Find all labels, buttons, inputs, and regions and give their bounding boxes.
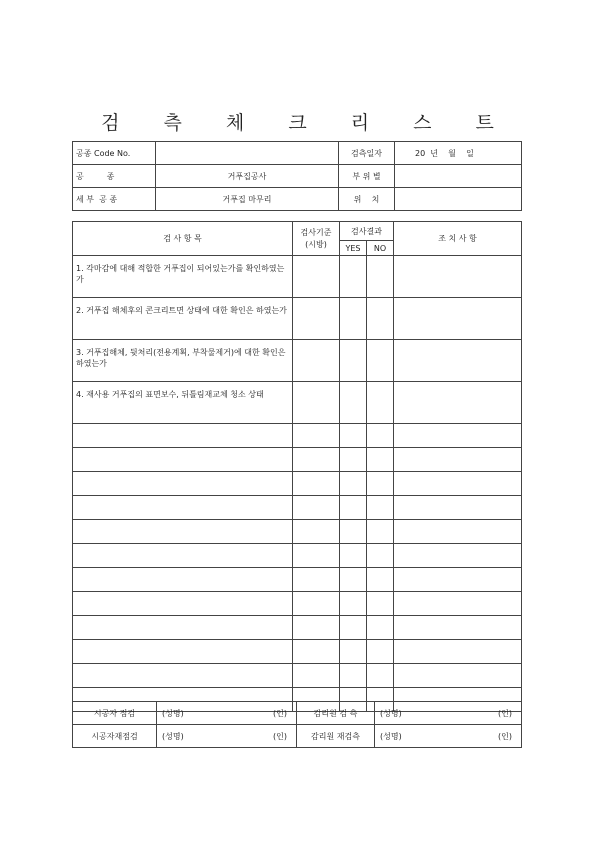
yes-cell[interactable] [340,520,367,544]
no-cell[interactable] [367,520,394,544]
yes-cell[interactable] [340,340,367,382]
yes-cell[interactable] [340,472,367,496]
action-cell[interactable] [394,592,522,616]
checklist-item-text: 1. 각마감에 대해 적합한 거푸집이 되어있는가를 확인하였는가 [73,256,293,298]
no-cell[interactable] [367,298,394,340]
action-cell[interactable] [394,340,522,382]
action-cell[interactable] [394,616,522,640]
criteria-cell[interactable] [293,382,340,424]
yes-cell[interactable] [340,424,367,448]
sebu-label: 세 부 공 종 [73,188,156,211]
empty-row [73,496,522,520]
contractor-check-sign-field[interactable] [157,702,297,725]
empty-row [73,520,522,544]
action-cell[interactable] [394,382,522,424]
action-cell[interactable] [394,448,522,472]
item-cell[interactable] [73,616,293,640]
no-cell[interactable] [367,592,394,616]
wichi-value-field[interactable] [395,188,522,211]
yes-cell[interactable] [340,256,367,298]
action-cell[interactable] [394,298,522,340]
empty-row [73,472,522,496]
empty-row [73,448,522,472]
no-cell[interactable] [367,640,394,664]
criteria-cell[interactable] [293,664,340,688]
supervisor-inspection-sign-field[interactable] [375,702,522,725]
bu-label: 부 위 별 [339,165,395,188]
no-cell[interactable] [367,424,394,448]
item-cell[interactable] [73,472,293,496]
header-result: 검사결과 [340,222,394,241]
info-row-sebu [73,188,522,211]
info-row-gongjong [73,165,522,188]
yes-cell[interactable] [340,448,367,472]
supervisor-inspection-label: 감리원 검 측 [297,702,375,725]
checklist-table [72,221,522,712]
date-value-field[interactable]: 20 년 월 일 [395,142,522,165]
header-yes: YES [340,241,367,256]
name-placeholder: (성명) [162,708,184,718]
item-cell[interactable] [73,592,293,616]
name-placeholder: (성명) [380,708,402,718]
criteria-cell[interactable] [293,448,340,472]
criteria-cell[interactable] [293,640,340,664]
criteria-cell[interactable] [293,616,340,640]
no-cell[interactable] [367,616,394,640]
gongjong-value-field[interactable]: 거푸집공사 [156,165,339,188]
code-value-field[interactable] [156,142,339,165]
empty-row [73,640,522,664]
header-criteria-line1: 검사기준 [300,227,332,237]
action-cell[interactable] [394,568,522,592]
yes-cell[interactable] [340,496,367,520]
gongjong-label: 공 종 [73,165,156,188]
no-cell[interactable] [367,382,394,424]
action-cell[interactable] [394,256,522,298]
action-cell[interactable] [394,544,522,568]
header-no: NO [367,241,394,256]
criteria-cell[interactable] [293,340,340,382]
wichi-label: 위 치 [339,188,395,211]
page-title: 검 측 체 크 리 스 트 [101,112,513,134]
no-cell[interactable] [367,472,394,496]
action-cell[interactable] [394,664,522,688]
bu-value-field[interactable] [395,165,522,188]
empty-row [73,616,522,640]
supervisor-reinspection-label: 감리원 재검측 [297,725,375,748]
signature-row [73,725,522,748]
yes-cell[interactable] [340,382,367,424]
yes-cell[interactable] [340,664,367,688]
empty-row [73,424,522,448]
no-cell[interactable] [367,448,394,472]
no-cell[interactable] [367,340,394,382]
criteria-cell[interactable] [293,544,340,568]
action-cell[interactable] [394,640,522,664]
seal-placeholder: (인) [498,708,512,718]
checklist-row [73,382,522,424]
checklist-item-text: 2. 거푸집 해체후의 콘크리트면 상태에 대한 확인은 하였는가 [73,298,293,340]
header-action: 조 치 사 항 [394,222,522,256]
criteria-cell[interactable] [293,298,340,340]
checklist-item-text: 4. 재사용 거푸집의 표면보수, 뒤틀림재교체 청소 상태 [73,382,293,424]
item-cell[interactable] [73,640,293,664]
sebu-value-field[interactable]: 거푸집 마무리 [156,188,339,211]
date-label: 검측일자 [339,142,395,165]
checklist-row [73,340,522,382]
empty-row [73,592,522,616]
contractor-recheck-label: 시공자재점검 [73,725,157,748]
yes-cell[interactable] [340,568,367,592]
yes-cell[interactable] [340,592,367,616]
seal-placeholder: (인) [273,708,287,718]
checklist-header-row [73,222,522,241]
action-cell[interactable] [394,424,522,448]
contractor-check-label: 시공자 점검 [73,702,157,725]
criteria-cell[interactable] [293,472,340,496]
empty-row [73,544,522,568]
action-cell[interactable] [394,496,522,520]
signature-row [73,702,522,725]
name-placeholder: (성명) [162,731,184,741]
checklist-item-text: 3. 거푸집해체, 뒷처리(전용계획, 부착물제거)에 대한 확인은 하였는가 [73,340,293,382]
supervisor-reinspection-sign-field[interactable] [375,725,522,748]
criteria-cell[interactable] [293,256,340,298]
action-cell[interactable] [394,520,522,544]
name-placeholder: (성명) [380,731,402,741]
criteria-cell[interactable] [293,568,340,592]
item-cell[interactable] [73,568,293,592]
header-criteria [293,222,340,256]
no-cell[interactable] [367,664,394,688]
criteria-cell[interactable] [293,424,340,448]
action-cell[interactable] [394,472,522,496]
seal-placeholder: (인) [498,731,512,741]
no-cell[interactable] [367,568,394,592]
contractor-recheck-sign-field[interactable] [157,725,297,748]
yes-cell[interactable] [340,640,367,664]
empty-row [73,568,522,592]
header-criteria-line2: (시방) [305,239,327,249]
item-cell[interactable] [73,424,293,448]
yes-cell[interactable] [340,298,367,340]
criteria-cell[interactable] [293,496,340,520]
yes-cell[interactable] [340,616,367,640]
no-cell[interactable] [367,544,394,568]
criteria-cell[interactable] [293,592,340,616]
item-cell[interactable] [73,520,293,544]
item-cell[interactable] [73,496,293,520]
checklist-row [73,256,522,298]
empty-row [73,664,522,688]
header-item: 검 사 항 목 [73,222,293,256]
info-table [72,141,522,211]
checklist-row [73,298,522,340]
signature-table [72,701,522,748]
item-cell[interactable] [73,544,293,568]
code-label: 공종 Code No. [73,142,156,165]
info-row-code [73,142,522,165]
seal-placeholder: (인) [273,731,287,741]
yes-cell[interactable] [340,544,367,568]
item-cell[interactable] [73,664,293,688]
item-cell[interactable] [73,448,293,472]
criteria-cell[interactable] [293,520,340,544]
no-cell[interactable] [367,256,394,298]
no-cell[interactable] [367,496,394,520]
